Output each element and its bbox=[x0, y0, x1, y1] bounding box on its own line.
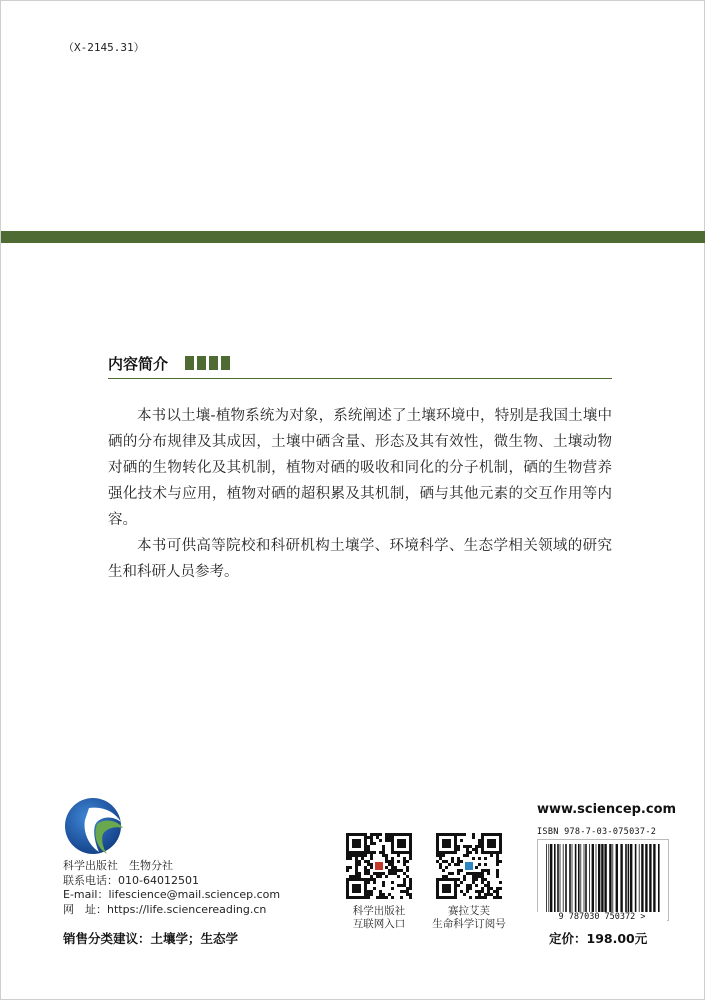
classification-code: （X-2145.31） bbox=[63, 41, 145, 54]
isbn-label: ISBN 978-7-03-075037-2 bbox=[537, 827, 657, 837]
qr-caption-line: 赛拉艾芙 bbox=[448, 905, 490, 917]
qr-caption-line: 科学出版社 bbox=[352, 905, 406, 917]
qr-caption-line: 生命科学订阅号 bbox=[432, 918, 506, 930]
science-press-logo-icon bbox=[63, 794, 127, 858]
publisher-name: 科学出版社 生物分社 bbox=[63, 859, 173, 872]
publisher-info bbox=[63, 859, 280, 917]
intro-paragraph: 本书可供高等院校和科研机构土壤学、环境科学、生态学相关领域的研究生和科研人员参考。 bbox=[108, 538, 612, 580]
qr-code-icon bbox=[436, 833, 502, 899]
publisher-email: E-mail：lifescience@mail.sciencep.com bbox=[63, 888, 281, 901]
green-band bbox=[1, 231, 705, 243]
sales-category: 销售分类建议：土壤学；生态学 bbox=[63, 931, 239, 946]
qr-code-icon bbox=[346, 833, 412, 899]
intro-divider bbox=[108, 378, 612, 379]
intro-text bbox=[108, 403, 612, 585]
publisher-website: 网 址：https://life.sciencereading.cn bbox=[63, 902, 267, 916]
qr-caption bbox=[331, 905, 427, 931]
intro-paragraph: 本书以土壤-植物系统为对象，系统阐述了土壤环境中，特别是我国土壤中硒的分布规律及其成因，土壤中硒含量、形态及其有效性，微生物、土壤动物对硒的生物转化及其机制，植物对硒的吸收和同化的分子机制，硒的生物营养强化技术与应用，植物对硒的超积累及其机制，硒与其他元素的交互作用等内容。 bbox=[108, 408, 612, 528]
qr-caption-line: 互联网入口 bbox=[352, 918, 406, 930]
qr-caption bbox=[421, 905, 517, 931]
price: 定价：198.00元 bbox=[549, 931, 648, 946]
title-squares-icon bbox=[185, 356, 230, 370]
barcode-digits: 9 787030 750372 > bbox=[537, 912, 667, 922]
intro-title: 内容简介 bbox=[108, 355, 169, 373]
publisher-url: www.sciencep.com bbox=[537, 802, 677, 817]
barcode-icon bbox=[537, 839, 669, 921]
publisher-phone: 联系电话：010-64012501 bbox=[63, 873, 199, 887]
